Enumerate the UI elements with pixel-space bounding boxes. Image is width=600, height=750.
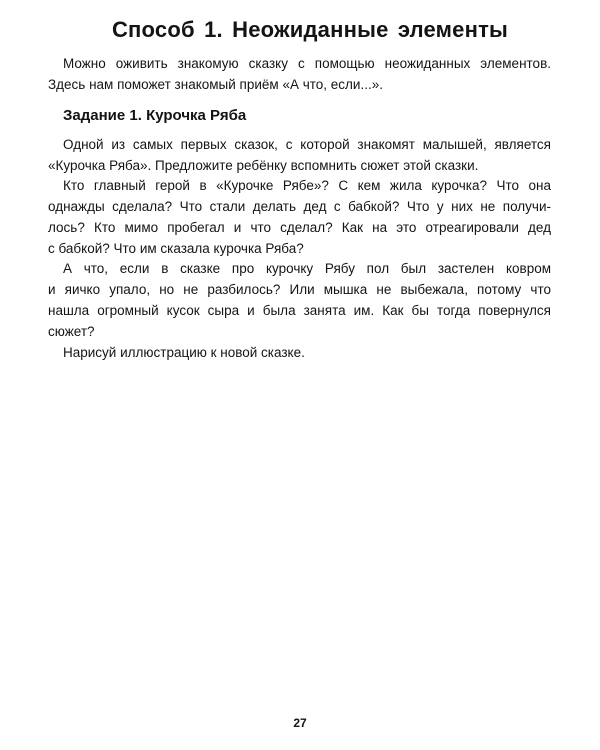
task-line-5: лось? Кто мимо пробегал и что сделал? Как на это отреагировали дед xyxy=(48,220,551,235)
task-line-6: с бабкой? Что им сказала курочка Ряба? xyxy=(48,241,304,256)
intro-line-2: Здесь нам поможет знакомый приём «А что, если...». xyxy=(48,77,383,92)
task-line-1: Одной из самых первых сказок, с которой знакомят малышей, является xyxy=(63,137,551,152)
task-title: Задание 1. Курочка Ряба xyxy=(63,107,247,124)
task-line-4: однажды сделала? Что стали делать дед с бабкой? Что у них не получи- xyxy=(48,199,551,214)
task-line-8: и яичко упало, но не разбилось? Или мышка не выбежала, потому что xyxy=(48,282,551,297)
page-number: 27 xyxy=(293,716,307,730)
task-line-7: А что, если в сказке про курочку Рябу пол был застелен ковром xyxy=(63,261,551,276)
task-line-11: Нарисуй иллюстрацию к новой сказке. xyxy=(63,345,305,360)
task-line-10: сюжет? xyxy=(48,324,95,339)
task-line-3: Кто главный герой в «Курочке Рябе»? С кем жила курочка? Что она xyxy=(63,178,551,193)
task-line-2: «Курочка Ряба». Предложите ребёнку вспомнить сюжет этой сказки. xyxy=(48,158,479,173)
page-title: Способ 1. Неожиданные элементы xyxy=(111,17,509,42)
task-line-9: нашла огромный кусок сыра и была занята им. Как бы тогда повернулся xyxy=(48,303,551,318)
intro-line-1: Можно оживить знакомую сказку с помощью неожиданных элементов. xyxy=(63,56,551,71)
